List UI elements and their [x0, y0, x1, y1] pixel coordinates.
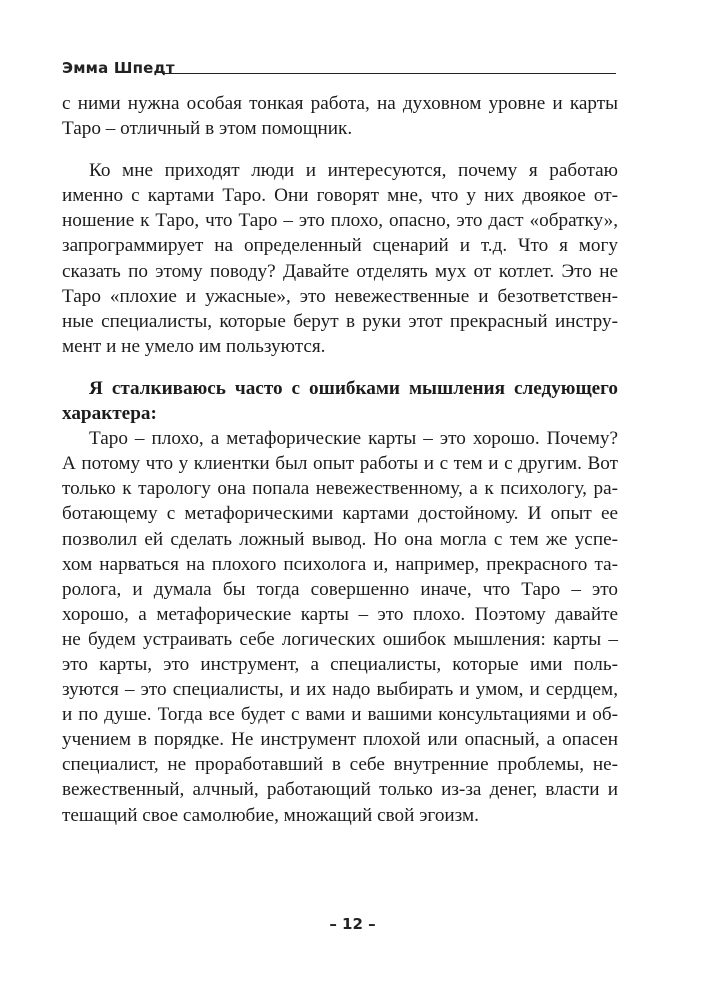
text-line: тешащий свое самолюбие, множащий свой эгоизм.: [62, 804, 479, 826]
text-line: именно с картами Таро. Они говорят мне, что у них двоякое от-: [62, 185, 618, 207]
text-line: и по душе. Тогда все будет с вами и вашими консультациями и об-: [62, 704, 618, 726]
text-line: учением в порядке. Не инструмент плохой или опасный, а опасен: [62, 729, 618, 751]
text-line: ные специалисты, которые берут в руки этот прекрасный инстру-: [62, 310, 618, 332]
text-line: ролога, и думала бы тогда совершенно иначе, что Таро – это: [62, 578, 618, 600]
body-text: [62, 91, 618, 828]
running-head: [62, 58, 616, 82]
text-line: это карты, это инструмент, а специалисты, которые ими поль-: [62, 653, 618, 675]
text-line: вежественный, алчный, работающий только из-за денег, власти и: [62, 779, 618, 801]
author-name: Эмма Шпедт: [62, 59, 175, 77]
text-line: Таро – плохо, а метафорические карты – это хорошо. Почему?: [89, 428, 618, 450]
paragraph-thinking-errors: [62, 426, 618, 828]
text-line: мент и не умело им пользуются.: [62, 335, 326, 357]
text-line: Ко мне приходят люди и интересуются, почему я работаю: [89, 160, 618, 182]
text-line: хорошо, а метафорические карты – это плохо. Поэтому давайте: [62, 603, 618, 625]
text-line: с ними нужна особая тонкая работа, на духовном уровне и карты: [62, 93, 618, 114]
heading-line: Я сталкиваюсь часто с ошибками мышления следующего: [89, 377, 618, 399]
text-line: специалист, не проработавший в себе внутренние проблемы, не-: [62, 754, 618, 776]
page-number: – 12 –: [329, 915, 376, 933]
text-line: Таро – отличный в этом помощник.: [62, 118, 353, 140]
paragraph-tarot-question: [62, 158, 618, 359]
text-line: только к тарологу она попала невежественному, а к психологу, ра-: [62, 478, 618, 500]
text-line: зуются – это специалисты, и их надо выбирать и умом, и сердцем,: [62, 679, 618, 701]
text-line: Таро «плохие и ужасные», это невежественные и безответствен-: [62, 285, 618, 307]
text-line: ботающему с метафорическими картами достойному. И опыт ее: [62, 503, 618, 525]
text-line: А потому что у клиентки был опыт работы и с тем и с другим. Вот: [62, 453, 618, 475]
text-line: позволил ей сделать ложный вывод. Но она могла с тем же успе-: [62, 528, 618, 550]
section-heading: [62, 376, 618, 426]
text-line: запрограммирует на определенный сценарий и т.д. Что я могу: [62, 235, 618, 257]
header-rule: [162, 73, 616, 74]
heading-line: характера:: [62, 403, 157, 425]
paragraph-gap: [62, 359, 618, 376]
text-line: ношение к Таро, что Таро – это плохо, опасно, это даст «обратку»,: [62, 210, 618, 232]
text-line: не будем устраивать себе логических ошибок мышления: карты –: [62, 628, 618, 650]
paragraph-gap: [62, 141, 618, 158]
text-line: хом нарваться на плохого психолога и, например, прекрасного та-: [62, 553, 618, 575]
paragraph-continuation: [62, 91, 618, 141]
text-line: сказать по этому поводу? Давайте отделять мух от котлет. Это не: [62, 260, 618, 282]
